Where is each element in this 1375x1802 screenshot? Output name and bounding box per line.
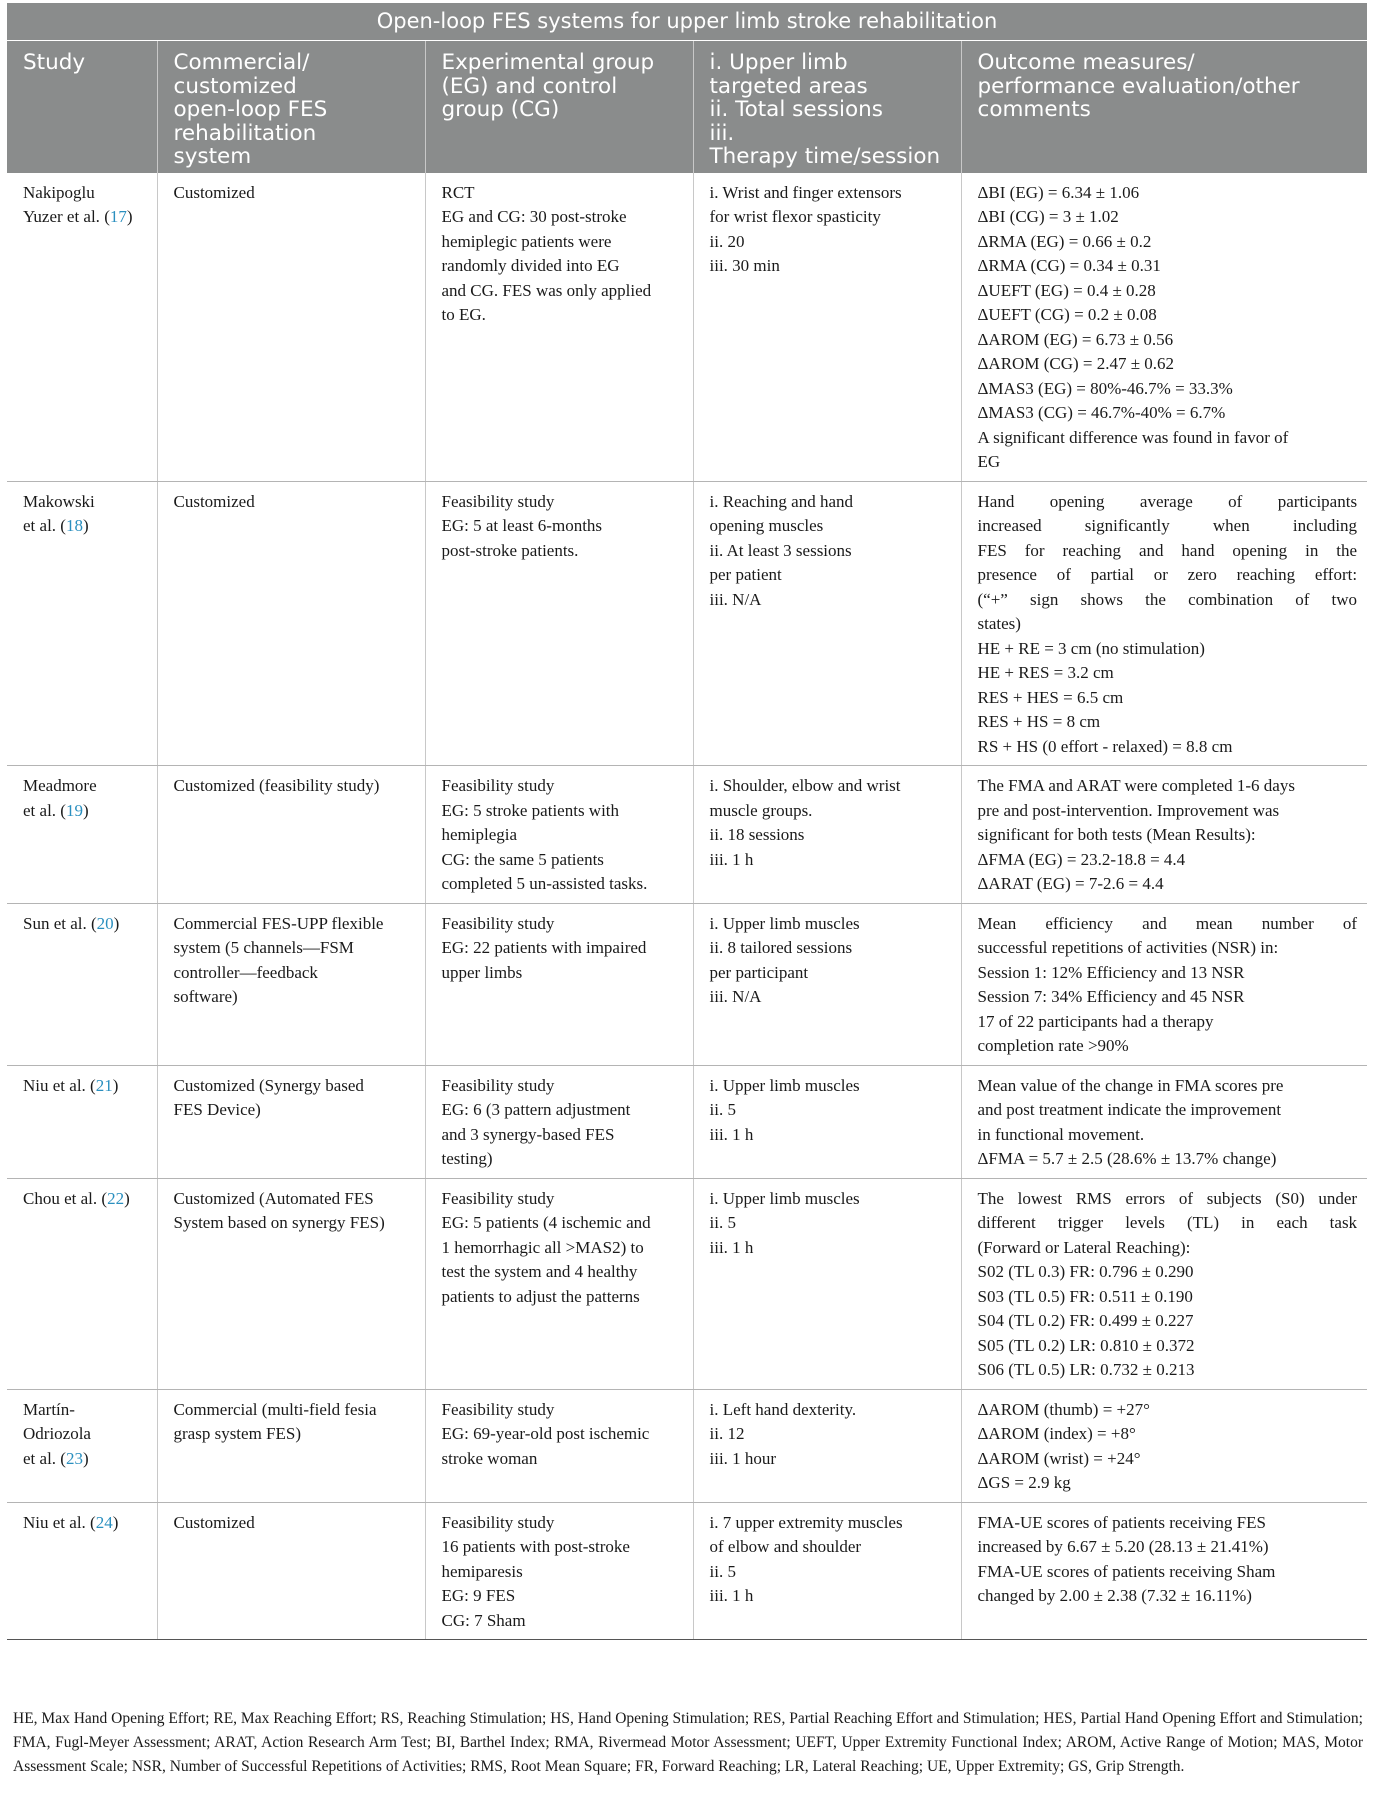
cell-line: EG: 69-year-old post ischemic xyxy=(441,1424,650,1443)
cell-line: ΔAROM (CG) = 2.47 ± 0.62 xyxy=(977,354,1175,373)
cell-line: Commercial FES-UPP flexible xyxy=(173,913,384,933)
cell-line: iii. N/A xyxy=(709,987,762,1006)
areas-cell xyxy=(693,1389,961,1502)
cell-line: System based on synergy FES) xyxy=(173,1213,385,1232)
header-line: iii. xyxy=(709,120,735,146)
cell-line: pre and post-intervention. Improvement was xyxy=(977,800,1280,820)
system-cell xyxy=(157,903,425,1065)
cell-line: Customized (feasibility study) xyxy=(173,776,380,795)
cell-line: testing) xyxy=(441,1149,493,1168)
study-cell xyxy=(7,903,157,1065)
cell-line: Yuzer et al. xyxy=(23,207,100,226)
cell-line: i. Wrist and finger extensors xyxy=(709,182,902,202)
study-citation: Chou et al. (22) xyxy=(23,1188,130,1208)
cell-line: hemiplegia xyxy=(441,825,518,844)
header-line: customized xyxy=(173,73,297,99)
study-cell xyxy=(7,766,157,904)
cell-line: completion rate >90% xyxy=(977,1036,1129,1055)
cell-line: FES Device) xyxy=(173,1100,261,1119)
cell-line: Feasibility study xyxy=(441,1075,555,1095)
cell-line: iii. 1 h xyxy=(709,1237,754,1257)
study-cell xyxy=(7,481,157,766)
table-row xyxy=(7,1178,1367,1389)
table-row xyxy=(7,1502,1367,1640)
cell-line: Sun et al. xyxy=(23,913,87,933)
cell-line: (Forward or Lateral Reaching): xyxy=(977,1237,1191,1257)
cell-line: ΔUEFT (CG) = 0.2 ± 0.08 xyxy=(977,305,1157,324)
study-citation: et al. (19) xyxy=(23,800,89,820)
groups-cell xyxy=(425,1178,693,1389)
areas-cell xyxy=(693,1502,961,1640)
cell-line: S04 (TL 0.2) FR: 0.499 ± 0.227 xyxy=(977,1311,1194,1330)
cell-line: 17 of 22 participants had a therapy xyxy=(977,1011,1214,1031)
cell-line: ΔMAS3 (CG) = 46.7%-40% = 6.7% xyxy=(977,403,1226,422)
cell-line: Session 1: 12% Efficiency and 13 NSR xyxy=(977,962,1245,982)
areas-cell xyxy=(693,1065,961,1178)
table-row xyxy=(7,1389,1367,1502)
header-line: targeted areas xyxy=(709,73,868,99)
cell-line: randomly divided into EG xyxy=(441,256,620,275)
cell-line: ii. 8 tailored sessions xyxy=(709,938,853,957)
cell-line: ΔFMA = 5.7 ± 2.5 (28.6% ± 13.7% change) xyxy=(977,1149,1277,1168)
cell-line: presence of partial or zero reaching effort: xyxy=(977,565,1358,584)
cell-line: stroke woman xyxy=(441,1448,538,1468)
header-groups xyxy=(425,41,693,173)
groups-cell xyxy=(425,1389,693,1502)
cell-line: 1 hemorrhagic all >MAS2) to xyxy=(441,1237,644,1257)
cell-line: Session 7: 34% Efficiency and 45 NSR xyxy=(977,987,1245,1006)
groups-cell xyxy=(425,481,693,766)
cell-line: Feasibility study xyxy=(441,1512,555,1532)
cell-line: Mean value of the change in FMA scores pre xyxy=(977,1075,1284,1095)
outcomes-cell xyxy=(961,1502,1367,1640)
cell-line: CG: the same 5 patients xyxy=(441,849,604,869)
areas-cell xyxy=(693,173,961,482)
cell-line: RES + HES = 6.5 cm xyxy=(977,687,1124,707)
header-line: system xyxy=(173,144,252,169)
reference-link[interactable]: 24 xyxy=(95,1512,113,1532)
study-citation: Yuzer et al. (17) xyxy=(23,207,133,226)
cell-line: Customized xyxy=(173,182,255,202)
groups-cell xyxy=(425,766,693,904)
header-outcomes xyxy=(961,41,1367,173)
study-citation: Sun et al. (20) xyxy=(23,913,120,933)
cell-line: ΔAROM (wrist) = +24° xyxy=(977,1448,1141,1468)
outcomes-cell xyxy=(961,766,1367,904)
cell-line: per participant xyxy=(709,962,809,982)
table-title: Open-loop FES systems for upper limb stroke rehabilitation xyxy=(7,3,1367,41)
system-cell xyxy=(157,1502,425,1640)
cell-line: The lowest RMS errors of subjects (S0) under xyxy=(977,1188,1358,1208)
cell-line: post-stroke patients. xyxy=(441,540,579,560)
cell-line: grasp system FES) xyxy=(173,1424,301,1443)
header-line: open-loop FES xyxy=(173,97,328,122)
cell-line: (“+” sign shows the combination of two xyxy=(977,589,1358,609)
cell-line: 16 patients with post-stroke xyxy=(441,1537,630,1556)
cell-line: ΔBI (EG) = 6.34 ± 1.06 xyxy=(977,182,1140,202)
cell-line: FMA-UE scores of patients receiving FES xyxy=(977,1512,1266,1532)
cell-line: i. Left hand dexterity. xyxy=(709,1399,857,1419)
groups-cell xyxy=(425,173,693,482)
cell-line: HE + RES = 3.2 cm xyxy=(977,663,1114,682)
cell-line: ΔRMA (CG) = 0.34 ± 0.31 xyxy=(977,256,1161,275)
cell-line: of elbow and shoulder xyxy=(709,1537,862,1556)
cell-line: S06 (TL 0.5) LR: 0.732 ± 0.213 xyxy=(977,1360,1195,1379)
header-study xyxy=(7,41,157,173)
cell-line: ii. 20 xyxy=(709,231,745,251)
cell-line: ii. 5 xyxy=(709,1213,736,1232)
reference-link[interactable]: 17 xyxy=(109,207,127,226)
header-line: Outcome measures/ xyxy=(977,50,1195,75)
cell-line: to EG. xyxy=(441,305,486,324)
cell-line: and 3 synergy-based FES xyxy=(441,1124,615,1144)
cell-line: EG xyxy=(977,452,1001,471)
cell-line: FMA-UE scores of patients receiving Sham xyxy=(977,1561,1276,1581)
header-line: ii. Total sessions xyxy=(709,97,883,122)
cell-line: iii. 1 h xyxy=(709,1124,754,1144)
areas-cell xyxy=(693,766,961,904)
system-cell xyxy=(157,766,425,904)
cell-line: Feasibility study xyxy=(441,1399,555,1419)
cell-line: and post treatment indicate the improvement xyxy=(977,1100,1282,1119)
cell-line: ΔAROM (index) = +8° xyxy=(977,1424,1136,1443)
header-line: Therapy time/session xyxy=(709,144,941,169)
cell-line: iii. 1 h xyxy=(709,1586,754,1605)
cell-line: increased by 6.67 ± 5.20 (28.13 ± 21.41%) xyxy=(977,1537,1269,1556)
system-cell xyxy=(157,1389,425,1502)
cell-line: ΔBI (CG) = 3 ± 1.02 xyxy=(977,207,1119,226)
cell-line: i. Reaching and hand xyxy=(709,491,854,511)
cell-line: Meadmore xyxy=(23,776,97,795)
system-cell xyxy=(157,173,425,482)
header-system xyxy=(157,41,425,173)
cell-line: EG and CG: 30 post-stroke xyxy=(441,207,627,226)
table-row xyxy=(7,1065,1367,1178)
cell-line: ii. At least 3 sessions xyxy=(709,540,852,560)
cell-line: ii. 18 sessions xyxy=(709,825,805,844)
table-row xyxy=(7,481,1367,766)
cell-line: i. 7 upper extremity muscles xyxy=(709,1512,903,1532)
header-line: Study xyxy=(23,50,86,75)
reference-link[interactable]: 22 xyxy=(107,1188,125,1208)
table-row xyxy=(7,903,1367,1065)
cell-line: software) xyxy=(173,987,238,1006)
cell-line: iii. 30 min xyxy=(709,256,780,275)
cell-line: Feasibility study xyxy=(441,776,555,795)
cell-line: system (5 channels—FSM xyxy=(173,938,354,957)
cell-line: S05 (TL 0.2) LR: 0.810 ± 0.372 xyxy=(977,1335,1195,1355)
reference-link[interactable]: 21 xyxy=(95,1075,113,1095)
areas-cell xyxy=(693,903,961,1065)
cell-line: Customized xyxy=(173,1512,255,1532)
header-areas xyxy=(693,41,961,173)
cell-line: The FMA and ARAT were completed 1-6 days xyxy=(977,776,1295,795)
cell-line: successful repetitions of activities (NSR) in: xyxy=(977,938,1279,957)
header-line: group (CG) xyxy=(441,97,560,122)
cell-line: ii. 5 xyxy=(709,1561,736,1581)
cell-line: per patient xyxy=(709,565,782,584)
reference-link[interactable]: 20 xyxy=(96,913,114,933)
cell-line: CG: 7 Sham xyxy=(441,1610,526,1630)
outcomes-cell xyxy=(961,903,1367,1065)
outcomes-cell xyxy=(961,1389,1367,1502)
cell-line: Chou et al. xyxy=(23,1188,98,1208)
cell-line: i. Upper limb muscles xyxy=(709,1075,860,1095)
cell-line: increased significantly when including xyxy=(977,516,1358,535)
cell-line: Feasibility study xyxy=(441,913,555,933)
cell-line: Mean efficiency and mean number of xyxy=(977,913,1358,933)
table-row xyxy=(7,766,1367,904)
study-cell xyxy=(7,1389,157,1502)
cell-line: ΔAROM (EG) = 6.73 ± 0.56 xyxy=(977,329,1174,349)
cell-line: et al. xyxy=(23,800,57,820)
cell-line: iii. 1 hour xyxy=(709,1448,777,1468)
header-line: Commercial/ xyxy=(173,50,310,75)
cell-line: EG: 6 (3 pattern adjustment xyxy=(441,1100,631,1119)
cell-line: muscle groups. xyxy=(709,800,813,820)
groups-cell xyxy=(425,1502,693,1640)
outcomes-cell xyxy=(961,173,1367,482)
cell-line: ΔARAT (EG) = 7-2.6 = 4.4 xyxy=(977,874,1164,893)
study-citation: Niu et al. (21) xyxy=(23,1075,119,1095)
cell-line: ii. 5 xyxy=(709,1100,736,1119)
cell-line: EG: 5 stroke patients with xyxy=(441,800,620,820)
cell-line: test the system and 4 healthy xyxy=(441,1262,638,1281)
cell-line: upper limbs xyxy=(441,962,523,982)
cell-line: EG: 22 patients with impaired xyxy=(441,938,647,957)
cell-line: Nakipoglu xyxy=(23,182,95,202)
cell-line: opening muscles xyxy=(709,516,824,535)
cell-line: Martín- xyxy=(23,1399,75,1419)
study-cell xyxy=(7,1502,157,1640)
cell-line: significant for both tests (Mean Results): xyxy=(977,825,1256,844)
system-cell xyxy=(157,1065,425,1178)
header-line: performance evaluation/other xyxy=(977,73,1300,99)
header-line: comments xyxy=(977,97,1091,122)
cell-line: iii. 1 h xyxy=(709,849,754,869)
cell-line: EG: 5 at least 6-months xyxy=(441,516,603,535)
cell-line: patients to adjust the patterns xyxy=(441,1286,640,1306)
cell-line: ΔRMA (EG) = 0.66 ± 0.2 xyxy=(977,231,1152,251)
cell-line: hemiparesis xyxy=(441,1561,523,1581)
system-cell xyxy=(157,481,425,766)
outcomes-cell xyxy=(961,1065,1367,1178)
cell-line: ΔAROM (thumb) = +27° xyxy=(977,1399,1150,1419)
cell-line: hemiplegic patients were xyxy=(441,231,612,251)
header-line: Experimental group xyxy=(441,50,655,75)
study-citation: et al. (23) xyxy=(23,1448,89,1468)
header-line: i. Upper limb xyxy=(709,50,848,75)
cell-line: different trigger levels (TL) in each task xyxy=(977,1213,1358,1232)
cell-line: ΔFMA (EG) = 23.2-18.8 = 4.4 xyxy=(977,849,1186,869)
study-citation: Niu et al. (24) xyxy=(23,1512,119,1532)
cell-line: HE + RE = 3 cm (no stimulation) xyxy=(977,638,1205,658)
cell-line: et al. xyxy=(23,1448,57,1468)
cell-line: et al. xyxy=(23,516,57,535)
reference-link[interactable]: 19 xyxy=(65,800,83,820)
cell-line: FES for reaching and hand opening in the xyxy=(977,540,1358,560)
cell-line: ΔMAS3 (EG) = 80%-46.7% = 33.3% xyxy=(977,378,1233,398)
table-row xyxy=(7,173,1367,482)
cell-line: ΔGS = 2.9 kg xyxy=(977,1473,1071,1492)
cell-line: Feasibility study xyxy=(441,491,555,511)
areas-cell xyxy=(693,481,961,766)
header-line: rehabilitation xyxy=(173,120,317,146)
cell-line: iii. N/A xyxy=(709,589,762,609)
cell-line: controller—feedback xyxy=(173,962,318,982)
study-citation: et al. (18) xyxy=(23,516,89,535)
cell-line: A significant difference was found in favor of xyxy=(977,427,1289,447)
cell-line: Hand opening average of participants xyxy=(977,491,1358,511)
system-cell xyxy=(157,1178,425,1389)
groups-cell xyxy=(425,903,693,1065)
cell-line: i. Upper limb muscles xyxy=(709,913,860,933)
cell-line: completed 5 un-assisted tasks. xyxy=(441,874,648,893)
cell-line: Customized xyxy=(173,491,255,511)
cell-line: for wrist flexor spasticity xyxy=(709,207,881,226)
cell-line: RS + HS (0 effort - relaxed) = 8.8 cm xyxy=(977,736,1233,756)
cell-line: Niu et al. xyxy=(23,1512,86,1532)
cell-line: ii. 12 xyxy=(709,1424,745,1443)
study-cell xyxy=(7,173,157,482)
cell-line: RES + HS = 8 cm xyxy=(977,712,1101,731)
cell-line: Customized (Synergy based xyxy=(173,1075,364,1095)
cell-line: i. Shoulder, elbow and wrist xyxy=(709,776,901,795)
cell-line: and CG. FES was only applied xyxy=(441,280,652,300)
reference-link[interactable]: 23 xyxy=(65,1448,83,1468)
areas-cell xyxy=(693,1178,961,1389)
cell-line: Commercial (multi-field fesia xyxy=(173,1399,377,1419)
study-cell xyxy=(7,1065,157,1178)
outcomes-cell xyxy=(961,481,1367,766)
cell-line: i. Upper limb muscles xyxy=(709,1188,860,1208)
cell-line: RCT xyxy=(441,182,475,202)
fes-systems-table xyxy=(7,3,1367,1640)
cell-line: Feasibility study xyxy=(441,1188,555,1208)
cell-line: Makowski xyxy=(23,491,95,511)
cell-line: Customized (Automated FES xyxy=(173,1188,374,1208)
cell-line: states) xyxy=(977,614,1021,633)
cell-line: changed by 2.00 ± 2.38 (7.32 ± 16.11%) xyxy=(977,1586,1252,1605)
cell-line: EG: 5 patients (4 ischemic and xyxy=(441,1213,651,1232)
table-footnote: HE, Max Hand Opening Effort; RE, Max Reaching Effort; RS, Reaching Stimulation; HS, Hand Opening Stimulation; RES, Partial Reaching Effort and Stimulation; HES, Partial Hand Opening Effort and Stimulation; FMA, Fugl-Meyer Assessment; ARAT, Action Research Arm Test; BI, Barthel Index; RMA, Rivermead Motor Assessment; UEFT, Upper Extremity Functional Index; AROM, Active Range of Motion; MAS, Motor Assessment Scale; NSR, Number of Successful Repetitions of Activities; RMS, Root Mean Square; FR, Forward Reaching; LR, Lateral Reaching; UE, Upper Extremity; GS, Grip Strength. xyxy=(13,1710,1363,1775)
groups-cell xyxy=(425,1065,693,1178)
cell-line: Niu et al. xyxy=(23,1075,86,1095)
cell-line: S03 (TL 0.5) FR: 0.511 ± 0.190 xyxy=(977,1286,1193,1306)
study-cell xyxy=(7,1178,157,1389)
cell-line: in functional movement. xyxy=(977,1124,1145,1144)
outcomes-cell xyxy=(961,1178,1367,1389)
cell-line: EG: 9 FES xyxy=(441,1586,516,1605)
cell-line: S02 (TL 0.3) FR: 0.796 ± 0.290 xyxy=(977,1262,1194,1281)
header-line: (EG) and control xyxy=(441,73,618,99)
cell-line: ΔUEFT (EG) = 0.4 ± 0.28 xyxy=(977,280,1156,300)
cell-line: Odriozola xyxy=(23,1424,91,1443)
reference-link[interactable]: 18 xyxy=(65,516,83,535)
